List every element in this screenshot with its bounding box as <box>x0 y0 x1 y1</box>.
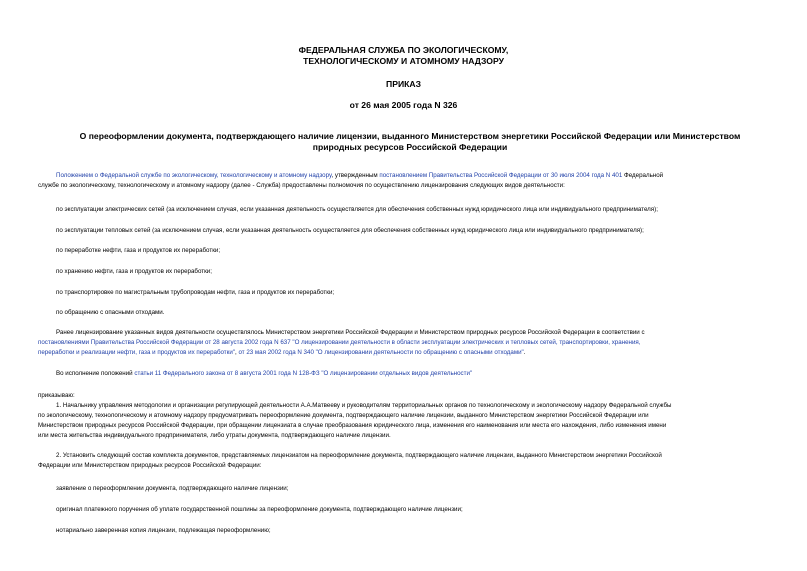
intro-line-1 <box>38 171 771 181</box>
item1-line-3: Министерством природных ресурсов Российской Федерации, при обращении лицензиата в случае преобразования юридического лица, изменения его наименования или места его нахождения, либо изменения имени <box>38 422 667 429</box>
title-line-1: О переоформлении документа, подтверждающего наличие лицензии, выданного Министерством энергетики Российской Федерации или Министерством <box>79 131 741 141</box>
regulation-link[interactable]: Положением о Федеральной службе по экологическому, технологическому и атомному надзору <box>56 172 332 179</box>
previous-licensing-paragraph <box>38 328 771 358</box>
document-date-number: от 26 мая 2005 года N 326 <box>349 100 458 110</box>
intro-line-2: службе по экологическому, технологическому и атомному надзору (далее - Служба) предоставлены полномочия по осуществлению лицензирования следующих видов деятельности: <box>38 182 565 189</box>
order-word: приказываю: <box>38 392 75 399</box>
item2-line-1: 2. Установить следующий состав комплекта документов, представляемых лицензиатом на переоформление документа, подтверждающего наличие лицензии, выданного Министерством энергетики Российской <box>56 452 662 459</box>
intro-paragraph <box>38 171 771 191</box>
activity-item-4: по хранению нефти, газа и продуктов их переработки; <box>56 268 212 275</box>
item1-line-4: или места жительства индивидуального предпринимателя, либо утраты документа, подтверждающего наличие лицензии. <box>38 432 391 439</box>
document-item-1: заявление о переоформлении документа, подтверждающего наличие лицензии; <box>56 485 289 492</box>
previous-line-1: Ранее лицензирование указанных видов деятельности осуществлялось Министерством энергетики Российской Федерации и Министерством природных ресурсов Российской Федерации в соответствии с <box>56 329 645 336</box>
item1-line-2: по экологическому, технологическому и атомному надзору предусматривать переоформление документа, подтверждающего наличие лицензии, выданного Министерством энергетики Российской Федерации или <box>38 412 649 419</box>
decree-340-link[interactable]: от 23 мая 2002 года N 340 "О лицензировании деятельности по обращению с опасными отходами" <box>238 349 524 356</box>
organization-line-2: ТЕХНОЛОГИЧЕСКОМУ И АТОМНОМУ НАДЗОРУ <box>303 56 504 66</box>
order-item-1 <box>38 401 771 441</box>
previous-end: . <box>523 349 526 356</box>
execution-paragraph <box>56 369 472 379</box>
title-line-2: природных ресурсов Российской Федерации <box>312 142 508 152</box>
activity-item-2: по эксплуатации тепловых сетей (за исключением случая, если указанная деятельность осуществляется для обеспечения собственных нужд юридического лица или индивидуального предпринимателя); <box>56 227 644 234</box>
organization-line-1: ФЕДЕРАЛЬНАЯ СЛУЖБА ПО ЭКОЛОГИЧЕСКОМУ, <box>298 45 509 55</box>
activity-item-6: по обращению с опасными отходами. <box>56 309 165 316</box>
activity-item-3: по переработке нефти, газа и продуктов их переработки; <box>56 247 221 254</box>
activity-item-1: по эксплуатации электрических сетей (за исключением случая, если указанная деятельность осуществляется для обеспечения собственных нужд юридического лица или индивидуального предпринимателя); <box>56 206 658 213</box>
order-item-2 <box>38 451 771 471</box>
federal-law-link[interactable]: статьи 11 Федерального закона от 8 августа 2001 года N 128-ФЗ "О лицензировании отдельных видов деятельности" <box>134 370 473 377</box>
document-item-2: оригинал платежного поручения об уплате государственной пошлины за переоформление документа, подтверждающего наличие лицензии; <box>56 506 463 513</box>
previous-line-3 <box>38 348 771 358</box>
document-title <box>60 131 760 153</box>
document-type: ПРИКАЗ <box>386 79 421 89</box>
intro-text-2: Федеральной <box>622 172 664 179</box>
item1-line-1: 1. Начальнику управления методологии и организации регулирующей деятельности А.А.Матвееву и руководителям территориальных органов по технологическому и экологическому надзору Федеральной службы <box>56 402 672 409</box>
decree-401-link[interactable]: постановлением Правительства Российской Федерации от 30 июля 2004 года N 401 <box>379 172 623 179</box>
decree-637-link-continued[interactable]: переработки и реализации нефти, газа и продуктов их переработки" <box>38 349 236 356</box>
previous-separator: , <box>235 349 239 356</box>
item2-line-2: Федерации или Министерством природных ресурсов Российской Федерации: <box>38 462 262 469</box>
document-item-3: нотариально заверенная копия лицензии, подлежащая переоформлению; <box>56 527 271 534</box>
execution-text: Во исполнение положений <box>56 370 135 377</box>
activity-item-5: по транспортировке по магистральным трубопроводам нефти, газа и продуктов их переработки; <box>56 289 335 296</box>
decree-637-link[interactable]: постановлениями Правительства Российской Федерации от 28 августа 2002 года N 637 "О лицензировании деятельности в области эксплуатации электрических и тепловых сетей, транспортировки, хранения, <box>38 339 641 346</box>
intro-text-1: , утвержденным <box>331 172 380 179</box>
organization-name <box>0 45 807 67</box>
